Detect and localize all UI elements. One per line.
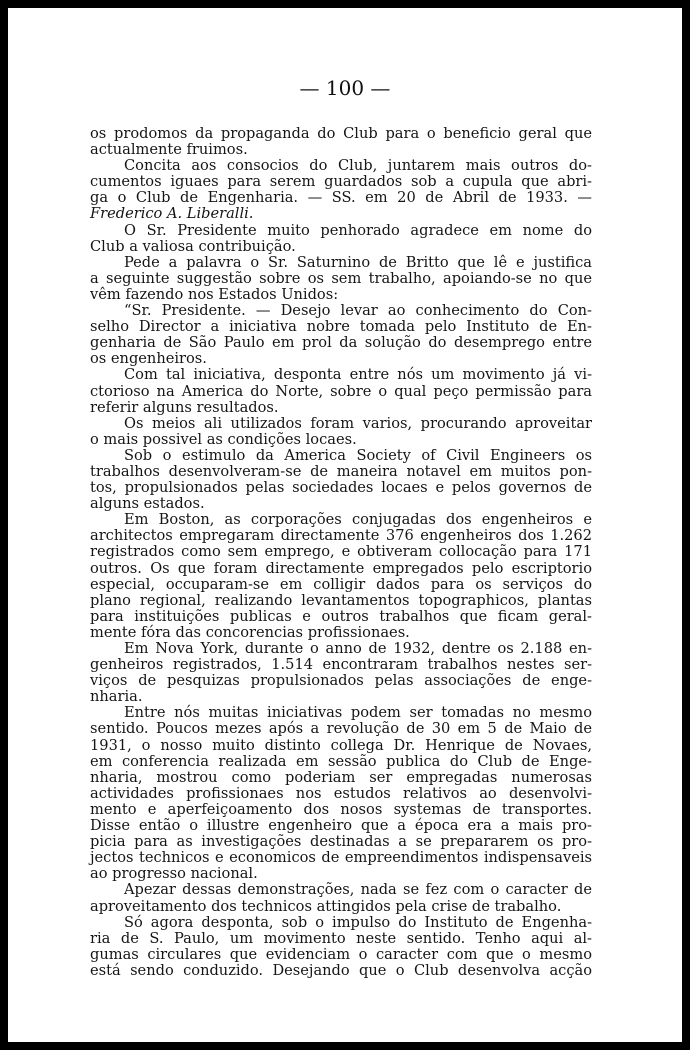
text-line: genheiros registrados, 1.514 encontraram trabalhos nestes ser- [90,656,592,674]
text-line: O Sr. Presidente muito penhorado agradece em nome do [124,221,592,239]
text-line: ga o Club de Engenharia. — SS. em 20 de Abril de 1933. — [90,189,592,207]
text-line: aproveitamento dos technicos attingidos pela crise de trabalho. [90,897,562,915]
text-line: viços de pesquizas propulsionados pelas associações de enge- [90,672,592,690]
text-line: 1931, o nosso muito distinto collega Dr. Henrique de Novaes, [90,736,592,754]
text-line: trabalhos desenvolveram-se de maneira notavel em muitos pon- [90,462,592,480]
text-line: nharia. [90,688,143,706]
text-line: mento e aperfeiçoamento dos nosos systemas de transportes. [90,800,592,818]
page [8,8,682,1042]
text-line: referir alguns resultados. [90,398,279,416]
text-line: Disse então o illustre engenheiro que a época era a mais pro- [90,817,592,835]
text-line: actividades profissionaes nos estudos relativos ao desenvolvi- [90,784,592,802]
text-line: alguns estados. [90,495,205,513]
text-line: Com tal iniciativa, desponta entre nós um movimento já vi- [124,366,592,384]
text-line: actualmente fruimos. [90,141,248,159]
text-line: Só agora desponta, sob o impulso do Instituto de Engenha- [124,913,592,931]
text-line: genharia de São Paulo em prol da solução do desemprego entre [90,334,592,352]
text-line: está sendo conduzido. Desejando que o Club desenvolva acção [90,961,592,979]
text-line: ria de S. Paulo, um movimento neste sentido. Tenho aqui al- [90,929,592,947]
text-line: outros. Os que foram directamente empregados pelo escriptorio [90,559,592,577]
text-line: os engenheiros. [90,350,207,368]
text-line: selho Director a iniciativa nobre tomada pelo Instituto de En- [90,318,592,336]
text-line: ao progresso nacional. [90,865,258,883]
text-line: Frederico A. Liberalli. [90,205,254,223]
text-line: Concita aos consocios do Club, juntarem mais outros do- [124,157,592,175]
text-line: architectos empregaram directamente 376 engenheiros dos 1.262 [90,527,592,545]
body-text [90,126,592,979]
text-line: tos, propulsionados pelas sociedades locaes e pelos governos de [90,479,592,497]
text-line: Em Nova York, durante o anno de 1932, dentre os 2.188 en- [124,640,592,657]
text-line: Pede a palavra o Sr. Saturnino de Britto que lê e justifica [124,253,592,271]
text-line: mente fóra das concorencias profissionaes. [90,623,410,641]
text-line: sentido. Poucos mezes após a revolução de 30 em 5 de Maio de [90,720,592,738]
page-number: — 100 — [299,76,391,100]
text-line: nharia, mostrou como poderiam ser empregadas numerosas [90,768,592,786]
text-line: picia para as investigações destinadas a se prepararem os pro- [90,833,592,851]
text-line: Os meios ali utilizados foram varios, procurando aproveitar [124,414,592,432]
text-line: Club a valiosa contribuição. [90,237,296,255]
text-line: em conferencia realizada em sessão publica do Club de Enge- [90,752,592,770]
text-line: gumas circulares que evidenciam o caracter com que o mesmo [90,945,592,963]
text-line: Sob o estimulo da America Society of Civil Engineers os [124,446,592,464]
text-line: para instituições publicas e outros trabalhos que ficam geral- [90,607,592,625]
text-line: o mais possivel as condições locaes. [90,430,357,448]
text-line: especial, occuparam-se em colligir dados para os serviços do [90,575,592,593]
text-line: Apezar dessas demonstrações, nada se fez com o caracter de [124,881,592,899]
text-line: jectos technicos e economicos de empreendimentos indispensaveis [90,849,592,867]
text-line: registrados como sem emprego, e obtiveram collocação para 171 [90,543,592,561]
text-line: cumentos iguaes para serem guardados sob a cupula que abri- [90,173,592,191]
text-line: Em Boston, as corporações conjugadas dos engenheiros e [124,511,592,529]
text-line: plano regional, realizando levantamentos topographicos, plantas [90,591,592,609]
text-line: ctorioso na America do Norte, sobre o qual peço permissão para [90,382,592,400]
text-line: os prodomos da propaganda do Club para o beneficio geral que [90,125,592,142]
text-line: “Sr. Presidente. — Desejo levar ao conhecimento do Con- [124,302,592,320]
text-line: vêm fazendo nos Estados Unidos: [90,285,339,303]
text-line: Entre nós muitas iniciativas podem ser tomadas no mesmo [124,704,592,722]
text-line: a seguinte suggestão sobre os sem trabalho, apoiando-se no que [90,269,592,287]
